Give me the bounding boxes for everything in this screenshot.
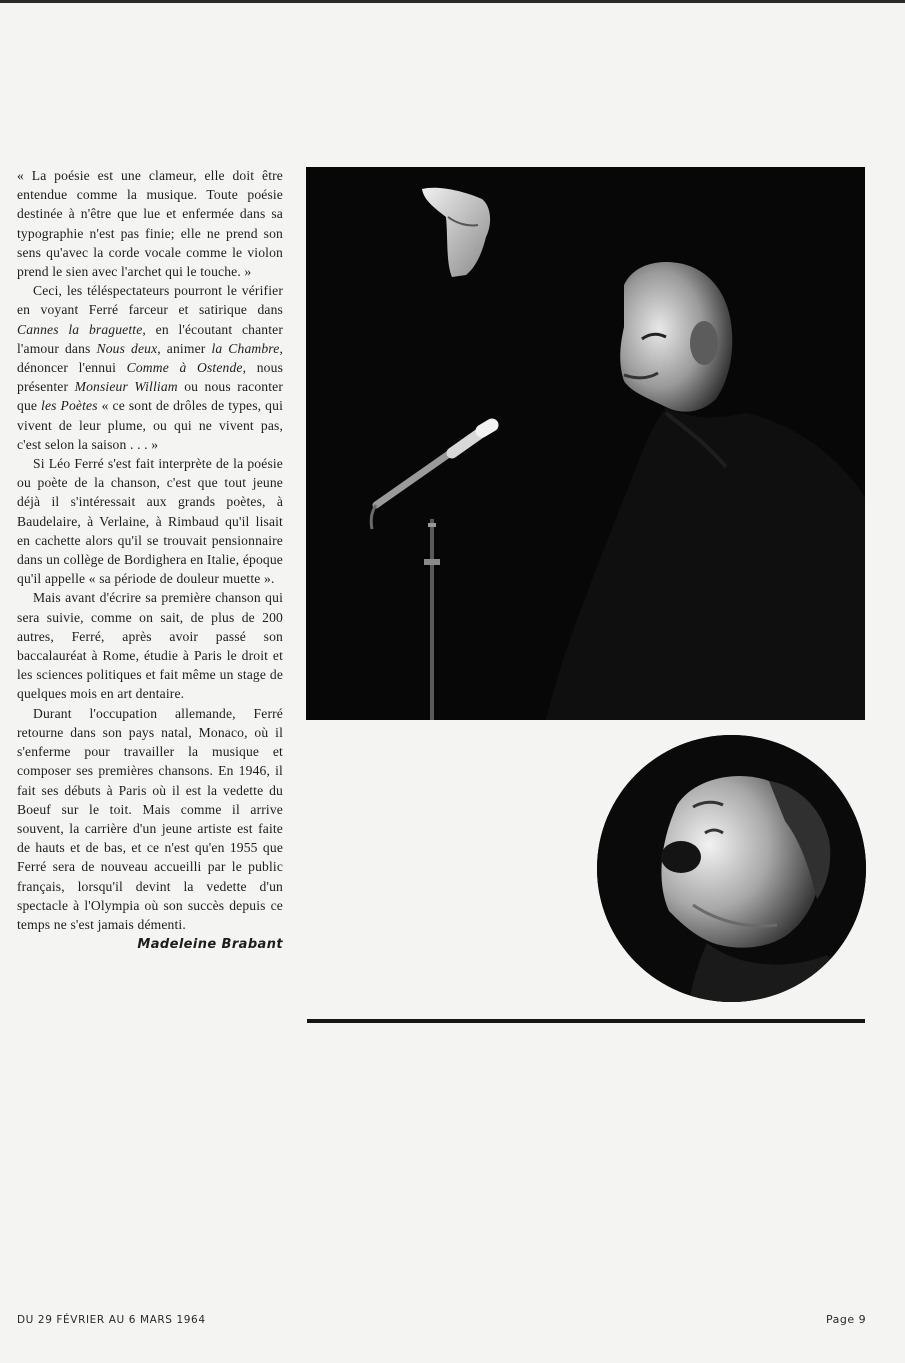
singer-on-stage-photo <box>306 167 865 720</box>
song-title-nous-deux: Nous deux <box>96 340 158 356</box>
text-run: , nous présenter <box>17 360 284 395</box>
song-title-ostende: Comme à Ostende <box>126 360 243 376</box>
song-title-monsieur-william: Monsieur William <box>74 379 178 395</box>
text-run: , dénoncer l'ennui <box>17 340 283 376</box>
song-title-les-poetes: les Poètes <box>41 398 98 414</box>
singer-portrait-round-photo <box>597 735 866 1002</box>
text-run: « ce sont de drôles de types, qui vivent de leur plume, ou qui ne vivent pas, c'est selon la saison . . . » <box>17 398 283 452</box>
issue-date: DU 29 FÉVRIER AU 6 MARS 1964 <box>17 1314 206 1326</box>
article-paragraph-quote: « La poésie est une clameur, elle doit être entendue comme la musique. Toute poésie destinée à n'être que lue et enfermée dans sa typographie n'est pas finie; elle ne prend son sens qu'avec la corde vocale comme le violon prend le sien avec l'archet qui le touche. » <box>17 168 283 280</box>
page-number: Page 9 <box>826 1313 867 1326</box>
article-column <box>17 166 283 954</box>
text-run: , animer <box>157 340 212 356</box>
song-title-la-chambre: la Chambre <box>211 340 280 356</box>
round-photo-drawing <box>597 735 866 1002</box>
stage-photo-drawing <box>306 167 865 720</box>
article-paragraph-programme <box>17 281 283 454</box>
article-paragraph-career: Durant l'occupation allemande, Ferré retourne dans son pays natal, Monaco, où il s'enferme pour travailler la musique et composer ses premières chansons. En 1946, il fait ses débuts à Paris où il est la vedette du Boeuf sur le toit. Mais comme il arrive souvent, la carrière d'un jeune artiste est faite de hauts et de bas, et ce n'est qu'en 1955 que Ferré sera de nouveau accueilli par le public français, lorsqu'il devint la vedette d'un spectacle à l'Olympia où son succès depuis ce temps ne s'est jamais démenti. <box>17 705 283 932</box>
song-title-cannes: Cannes la braguette <box>17 321 143 337</box>
text-run: Ceci, les téléspectateurs pourront le vérifier en voyant Ferré farceur et satirique dans <box>17 283 283 318</box>
article-paragraph-youth: Si Léo Ferré s'est fait interprète de la poésie ou poète de la chanson, c'est que tout jeune déjà il s'intéressait aux grands poètes, à Baudelaire, à Verlaine, à Rimbaud qu'il lisait en cachette alors qu'il se trouvait pensionnaire dans un collège de Bordighera en Italie, époque qu'il appelle « sa période de douleur muette ». <box>17 456 283 587</box>
text-run: , en l'écoutant chanter l'amour dans <box>17 321 283 356</box>
author-signature: Madeleine Brabant <box>137 937 283 953</box>
article-paragraph-studies: Mais avant d'écrire sa première chanson qui sera suivie, comme on sait, de plus de 200 autres, Ferré, après avoir passé son baccalauréat à Rome, étudie à Paris le droit et les sciences politiques et fait même un stage de quelques mois en art dentaire. <box>17 590 283 702</box>
text-run: ou nous raconter que <box>17 379 283 414</box>
horizontal-divider <box>307 1019 865 1023</box>
top-edge-rule <box>0 0 905 3</box>
